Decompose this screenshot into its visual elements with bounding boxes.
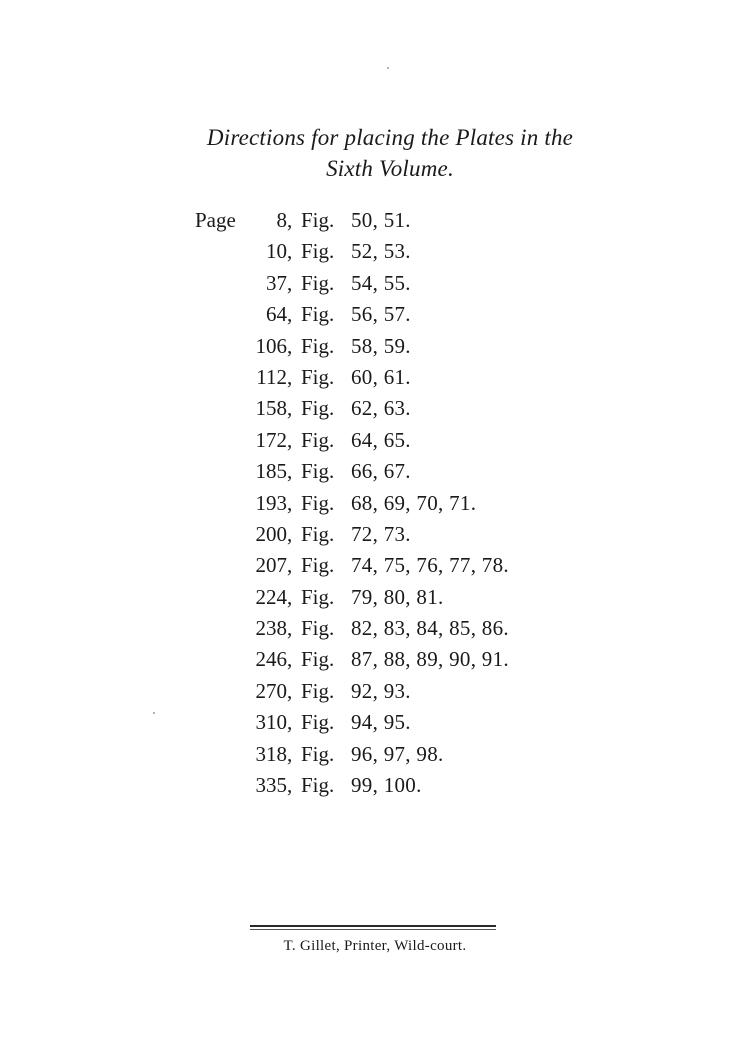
printer-imprint: T. Gillet, Printer, Wild-court. xyxy=(283,938,467,954)
plate-entry xyxy=(195,205,615,236)
figure-numbers: 58, 59. xyxy=(351,333,411,358)
separator-comma: , xyxy=(287,239,293,264)
separator-comma: , xyxy=(287,333,293,358)
figure-numbers: 94, 95. xyxy=(351,710,411,735)
plate-entry xyxy=(195,299,615,330)
page-number: 112 xyxy=(256,364,287,389)
separator-comma: , xyxy=(287,364,293,389)
page-number: 106 xyxy=(255,333,287,358)
plate-entry xyxy=(195,236,615,267)
figure-numbers: 96, 97, 98. xyxy=(351,741,444,766)
separator-comma: , xyxy=(287,647,293,672)
separator-comma: , xyxy=(287,396,293,421)
figure-numbers: 56, 57. xyxy=(351,302,411,327)
figure-numbers: 72, 73. xyxy=(351,521,411,546)
fig-label: Fig. xyxy=(301,584,335,609)
separator-comma: , xyxy=(287,208,293,232)
figure-numbers: 68, 69, 70, 71. xyxy=(351,490,477,515)
ink-speck xyxy=(153,712,155,714)
separator-comma: , xyxy=(287,710,293,735)
fig-label: Fig. xyxy=(301,427,335,452)
fig-label: Fig. xyxy=(301,773,335,798)
page-number: 37 xyxy=(266,270,287,295)
page-number: 185 xyxy=(255,459,287,484)
page-title xyxy=(170,122,610,184)
figure-numbers: 52, 53. xyxy=(351,239,411,264)
page-number: 335 xyxy=(255,773,287,798)
plate-entry xyxy=(195,644,615,675)
figure-numbers: 66, 67. xyxy=(351,459,411,484)
page-number: 246 xyxy=(255,647,287,672)
separator-comma: , xyxy=(287,521,293,546)
separator-comma: , xyxy=(287,678,293,703)
separator-comma: , xyxy=(287,302,293,327)
plate-entry xyxy=(195,425,615,456)
fig-label: Fig. xyxy=(301,553,335,578)
page-number: 193 xyxy=(255,490,287,515)
figure-numbers: 87, 88, 89, 90, 91. xyxy=(351,647,509,672)
figure-numbers: 64, 65. xyxy=(351,427,411,452)
separator-comma: , xyxy=(287,490,293,515)
separator-comma: , xyxy=(287,616,293,641)
separator-comma: , xyxy=(287,584,293,609)
plate-entry xyxy=(195,770,615,801)
page-number: 238 xyxy=(255,616,287,641)
footer-rule xyxy=(250,925,496,927)
plate-entry xyxy=(195,362,615,393)
separator-comma: , xyxy=(287,741,293,766)
figure-numbers: 50, 51. xyxy=(351,208,411,232)
fig-label: Fig. xyxy=(301,459,335,484)
plate-entry xyxy=(195,613,615,644)
title-line-1: Directions for placing the Plates in the xyxy=(206,125,574,150)
plate-placement-list xyxy=(195,205,615,801)
fig-label: Fig. xyxy=(301,521,335,546)
plate-entry xyxy=(195,393,615,424)
plate-entry xyxy=(195,456,615,487)
figure-numbers: 62, 63. xyxy=(351,396,411,421)
plate-entry xyxy=(195,331,615,362)
fig-label: Fig. xyxy=(301,616,335,641)
separator-comma: , xyxy=(287,459,293,484)
figure-numbers: 92, 93. xyxy=(351,678,411,703)
fig-label: Fig. xyxy=(301,333,335,358)
plate-entry xyxy=(195,488,615,519)
page-prefix: Page xyxy=(195,208,236,232)
fig-label: Fig. xyxy=(301,396,335,421)
plate-entry xyxy=(195,739,615,770)
figure-numbers: 60, 61. xyxy=(351,364,411,389)
page-number: 158 xyxy=(255,396,287,421)
page-number: 200 xyxy=(255,521,287,546)
separator-comma: , xyxy=(287,773,293,798)
fig-label: Fig. xyxy=(301,302,335,327)
page-number: 64 xyxy=(266,302,287,327)
fig-label: Fig. xyxy=(301,710,335,735)
page-number: 224 xyxy=(255,584,287,609)
page-number: 172 xyxy=(255,427,287,452)
fig-label: Fig. xyxy=(301,270,335,295)
plate-entry xyxy=(195,550,615,581)
plate-entry xyxy=(195,676,615,707)
fig-label: Fig. xyxy=(301,741,335,766)
page-number: 207 xyxy=(255,553,287,578)
plate-entry xyxy=(195,707,615,738)
page-number: 270 xyxy=(255,678,287,703)
fig-label: Fig. xyxy=(301,490,335,515)
footer-rule-thin xyxy=(250,929,496,930)
page-number: 10 xyxy=(266,239,287,264)
ink-speck xyxy=(387,67,389,69)
plate-entry xyxy=(195,519,615,550)
fig-label: Fig. xyxy=(301,208,335,232)
figure-numbers: 74, 75, 76, 77, 78. xyxy=(351,553,509,578)
fig-label: Fig. xyxy=(301,678,335,703)
figure-numbers: 82, 83, 84, 85, 86. xyxy=(351,616,509,641)
page-number: 310 xyxy=(255,710,287,735)
figure-numbers: 79, 80, 81. xyxy=(351,584,444,609)
figure-numbers: 54, 55. xyxy=(351,270,411,295)
plate-entry xyxy=(195,268,615,299)
separator-comma: , xyxy=(287,270,293,295)
fig-label: Fig. xyxy=(301,364,335,389)
fig-label: Fig. xyxy=(301,647,335,672)
page-number: 8 xyxy=(276,208,287,232)
separator-comma: , xyxy=(287,553,293,578)
page-number: 318 xyxy=(255,741,287,766)
separator-comma: , xyxy=(287,427,293,452)
plate-entry xyxy=(195,582,615,613)
fig-label: Fig. xyxy=(301,239,335,264)
figure-numbers: 99, 100. xyxy=(351,773,422,798)
title-line-2: Sixth Volume. xyxy=(326,156,454,181)
